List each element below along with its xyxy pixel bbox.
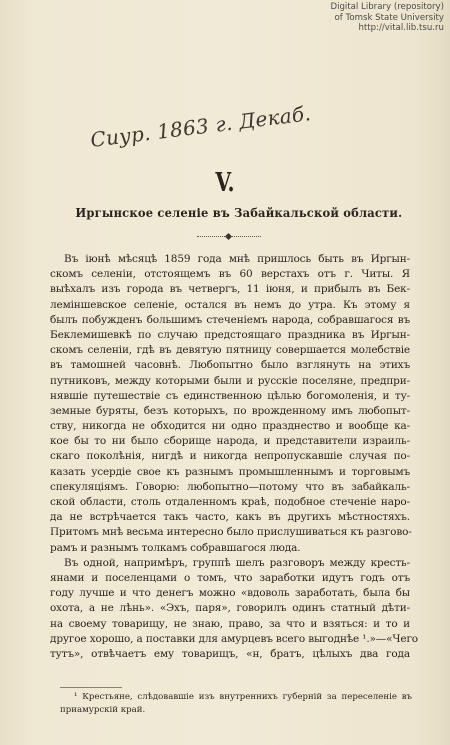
- body-line: Беклемишевкѣ по случаю предстоящаго праздника въ Иргын-: [50, 328, 410, 341]
- library-watermark: [274, 2, 444, 34]
- body-line: Въ одной, напримѣръ, группѣ шелъ разговоръ между кресть-: [64, 556, 410, 569]
- body-line: выѣхалъ изъ города въ четвергъ, 11 іюня, и прибылъ въ Бек-: [50, 283, 410, 296]
- body-line: спекуляціямъ. Говорю: любопытно—потому что въ забайкаль-: [50, 480, 410, 493]
- body-line: ской области, столь отдаленномъ краѣ, подобное стеченіе наро-: [50, 496, 410, 508]
- body-line: скомъ селеніи, отстоящемъ въ 60 верстахъ отъ г. Читы. Я: [50, 268, 410, 281]
- title-divider-ornament: [197, 233, 261, 241]
- handwritten-note: Сиур. 1863 г. Декаб.: [89, 101, 313, 152]
- footnote-line: приамурскій край.: [60, 705, 146, 715]
- body-line: въ тамошней часовнѣ. Любопытно было взглянуть на этихъ: [50, 359, 410, 372]
- body-line: рамъ и разнымъ толкамъ собравшагося люда.: [50, 541, 301, 554]
- body-line: земные буряты, безъ которыхъ, по врожденному имъ любопыт-: [50, 404, 410, 417]
- body-line: да не встрѣчается такъ часто, какъ въ другихъ мѣстностяхъ.: [50, 511, 410, 524]
- body-line: леміншевское селеніе, остался въ немъ до утра. Къ этому я: [50, 298, 410, 311]
- body-line: нявшіе путешествіе съ единственною цѣлью богомоленія, и ту-: [50, 389, 410, 402]
- footnote-divider: [60, 687, 122, 688]
- body-line: другое хорошо, а поставки для амурцевъ всего выгоднѣе ¹.»—«Чего: [50, 632, 418, 645]
- body-line: охота, а не лѣнь». «Эхъ, паря», говорилъ одинъ статный дѣти-: [50, 602, 410, 615]
- body-line: былъ побужденъ большимъ стеченіемъ народа, собравшагося въ: [50, 313, 410, 326]
- body-line: казать усердіе свое къ разнымъ промышленнымъ и торговымъ: [50, 465, 410, 478]
- body-text: [50, 252, 418, 662]
- body-line: на своему товарищу, не знаю, право, за что и взяться: и то и: [50, 617, 410, 630]
- body-line: году лучше и что денегъ можно «вдоволь заработать, была бы: [50, 587, 410, 600]
- body-line: путниковъ, между которыми были и русскіе поселяне, предпри-: [50, 374, 410, 387]
- body-line: Въ іюнѣ мѣсяцѣ 1859 года мнѣ пришлось быть въ Иргын-: [64, 253, 410, 265]
- body-line: янами и поселенцами о томъ, что заработки идутъ годъ отъ: [50, 571, 410, 584]
- watermark-line-1: Digital Library (repository): [330, 2, 444, 12]
- watermark-line-2: of Tomsk State University: [334, 12, 444, 23]
- body-line: скаго поколѣнія, нигдѣ и никогда непропускавшіе случая по-: [50, 450, 410, 463]
- body-line: ству, никогда не обходится ни одно празднество и вообще ка-: [50, 420, 410, 433]
- watermark-url: http://vital.lib.tsu.ru: [358, 23, 444, 33]
- body-line: скомъ селеніи, гдѣ въ девятую пятницу совершается молебствіе: [50, 344, 410, 357]
- footnote-line: ¹ Крестьяне, слѣдовавшіе изъ внутреннихъ губерній за переселеніе въ: [74, 692, 412, 702]
- chapter-title: Иргынское селеніе въ Забайкальской области.: [75, 205, 403, 220]
- chapter-number: V.: [215, 168, 235, 198]
- body-line: кое бы то ни было сборище народа, и представители израиль-: [50, 435, 410, 448]
- body-line: тутъ», отвѣчаетъ ему товарищъ, «н, братъ, цѣлыхъ два года: [50, 647, 410, 660]
- footnote: [60, 691, 412, 717]
- body-line: Притомъ мнѣ весьма интересно было прислушиваться къ разгово-: [50, 526, 412, 539]
